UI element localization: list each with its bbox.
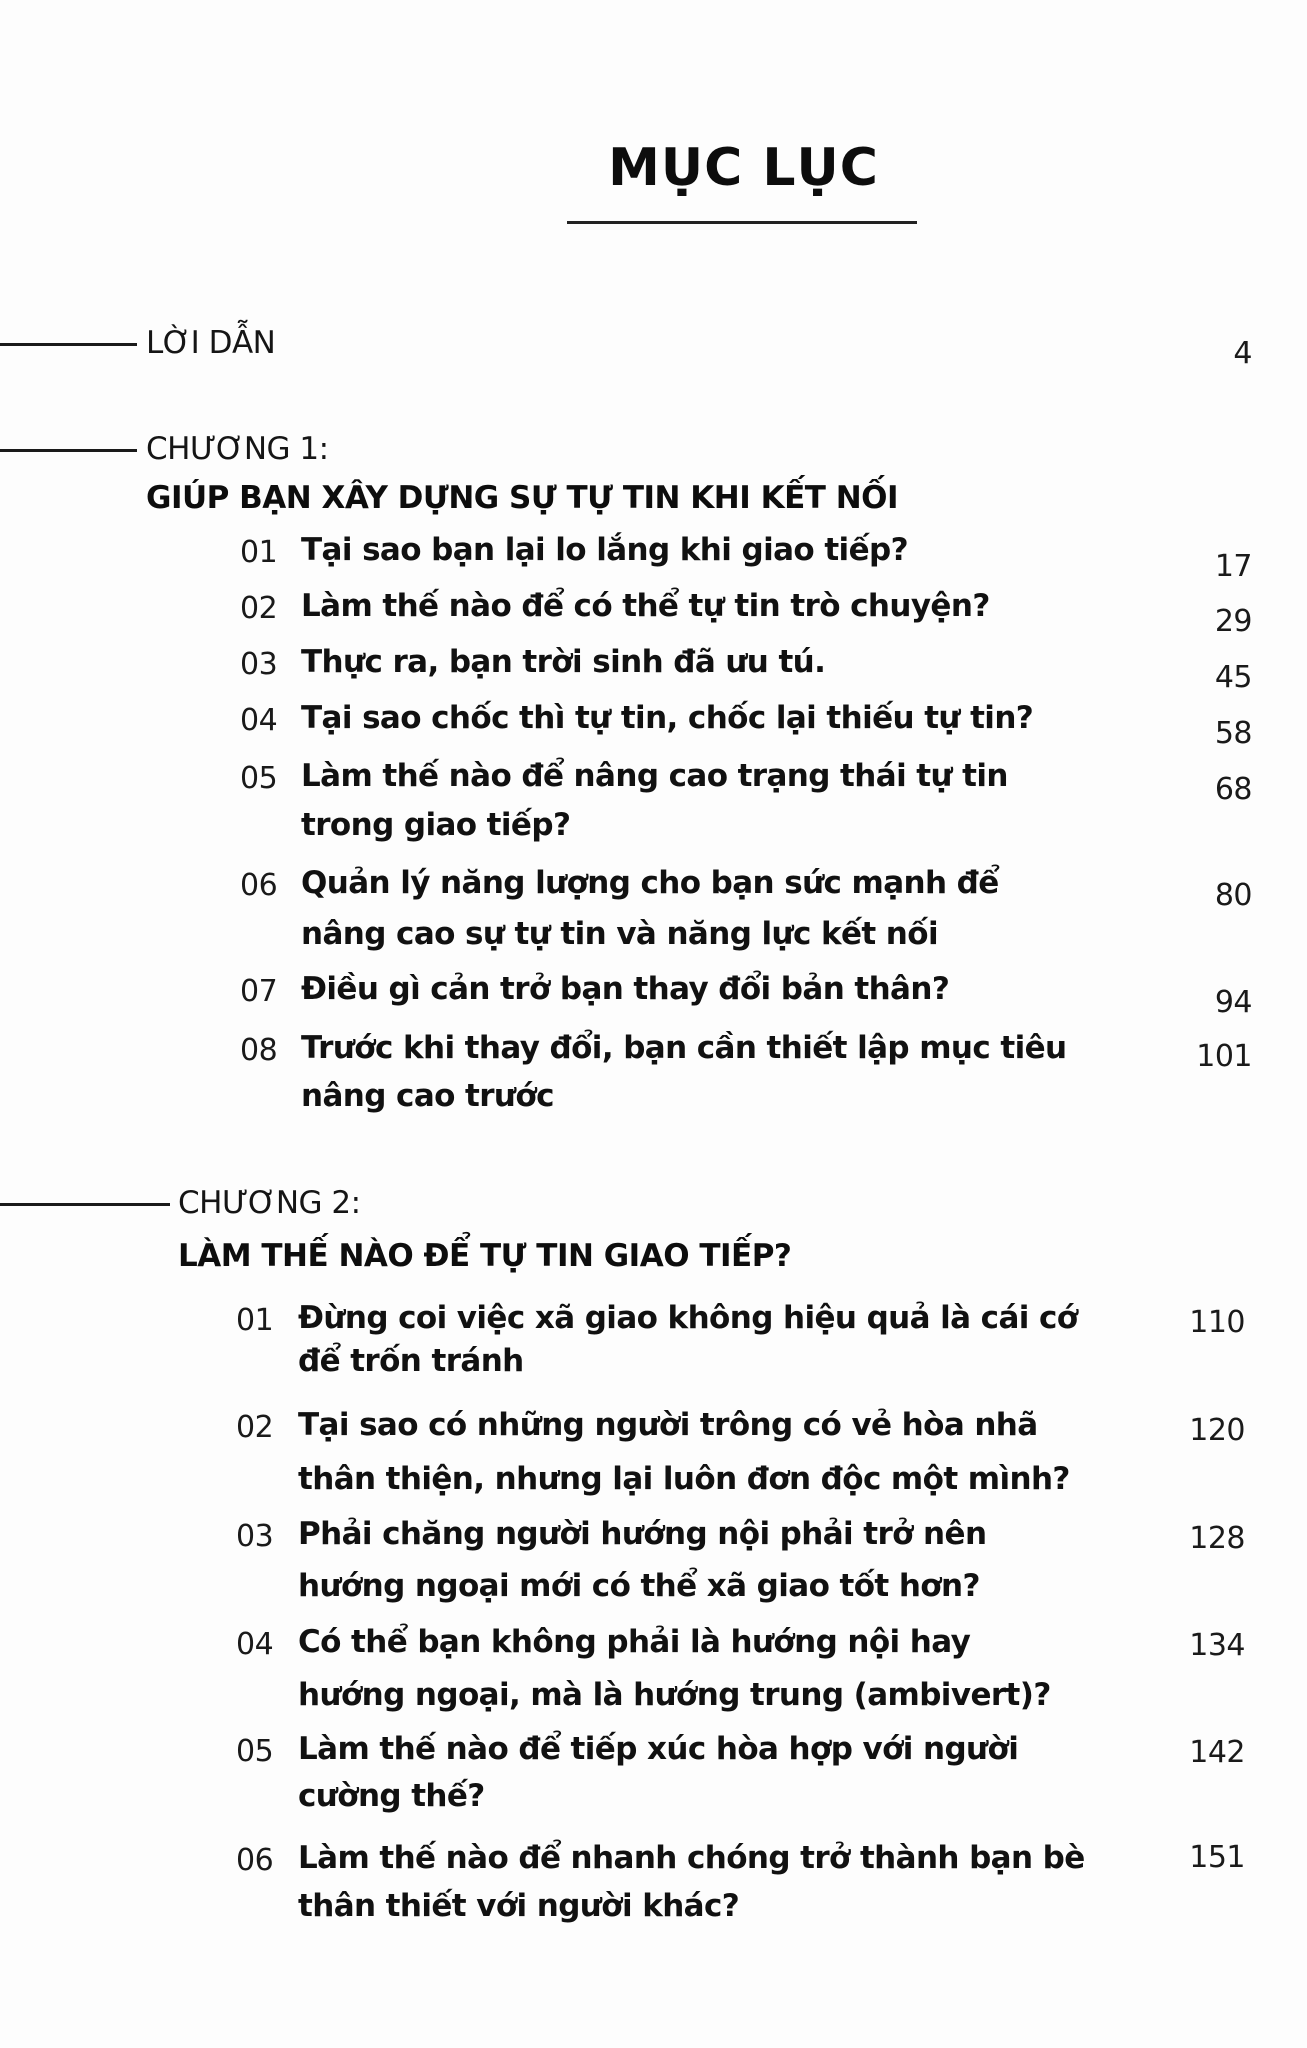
entry-title-continued: để trốn tránh [298,1343,524,1379]
entry-title: Có thể bạn không phải là hướng nội hay [298,1624,971,1660]
entry-page-number: 128 [1189,1521,1245,1556]
entry-title-continued: nâng cao sự tự tin và năng lực kết nối [301,916,938,952]
entry-page-number: 134 [1189,1628,1245,1663]
entry-number: 02 [236,1410,274,1445]
entry-title: Trước khi thay đổi, bạn cần thiết lập mục tiêu [301,1030,1067,1066]
entry-number: 03 [236,1519,274,1554]
entry-title: Tại sao bạn lại lo lắng khi giao tiếp? [301,532,908,568]
chapter-2-rule [0,1203,170,1206]
entry-title: Tại sao có những người trông có vẻ hòa nhã [298,1407,1038,1443]
entry-title-continued: trong giao tiếp? [301,807,571,843]
entry-page-number: 120 [1189,1413,1245,1448]
entry-title-continued: thân thiện, nhưng lại luôn đơn độc một mình? [298,1461,1070,1497]
entry-number: 01 [240,535,278,570]
entry-page-number: 94 [1214,985,1252,1020]
entry-number: 05 [240,761,278,796]
entry-number: 04 [240,703,278,738]
intro-page-number: 4 [1233,336,1252,371]
entry-title: Làm thế nào để có thể tự tin trò chuyện? [301,588,990,624]
entry-title: Phải chăng người hướng nội phải trở nên [298,1516,987,1552]
entry-title: Tại sao chốc thì tự tin, chốc lại thiếu tự tin? [301,700,1034,736]
entry-page-number: 68 [1214,772,1252,807]
intro-label[interactable]: LỜI DẪN [146,325,276,361]
chapter-1-label: CHƯƠNG 1: [146,431,329,467]
title-underline [567,221,917,224]
entry-page-number: 142 [1189,1735,1245,1770]
entry-page-number: 110 [1189,1305,1245,1340]
entry-number: 05 [236,1734,274,1769]
chapter-1-title[interactable]: GIÚP BẠN XÂY DỰNG SỰ TỰ TIN KHI KẾT NỐI [146,480,899,516]
entry-page-number: 17 [1214,549,1252,584]
entry-title-continued: thân thiết với người khác? [298,1888,740,1924]
entry-title: Đừng coi việc xã giao không hiệu quả là cái cớ [298,1300,1078,1336]
chapter-2-title[interactable]: LÀM THẾ NÀO ĐỂ TỰ TIN GIAO TIẾP? [178,1238,792,1274]
entry-title-continued: cường thế? [298,1778,485,1814]
entry-title-continued: hướng ngoại mới có thể xã giao tốt hơn? [298,1568,980,1604]
entry-page-number: 45 [1214,660,1252,695]
entry-number: 02 [240,591,278,626]
entry-title-continued: hướng ngoại, mà là hướng trung (ambivert)? [298,1677,1051,1713]
entry-title-continued: nâng cao trước [301,1078,554,1114]
entry-title: Làm thế nào để nâng cao trạng thái tự tin [301,758,1008,794]
entry-title: Làm thế nào để tiếp xúc hòa hợp với người [298,1731,1019,1767]
entry-title: Quản lý năng lượng cho bạn sức mạnh để [301,865,999,901]
chapter-2-label: CHƯƠNG 2: [178,1185,361,1221]
entry-title: Thực ra, bạn trời sinh đã ưu tú. [301,644,826,680]
entry-number: 04 [236,1627,274,1662]
entry-number: 08 [240,1033,278,1068]
entry-page-number: 80 [1214,878,1252,913]
entry-number: 06 [240,868,278,903]
entry-number: 07 [240,974,278,1009]
chapter-1-rule [0,449,137,452]
entry-number: 06 [236,1843,274,1878]
page-title: MỤC LỤC [608,138,879,198]
entry-page-number: 58 [1214,716,1252,751]
entry-title: Làm thế nào để nhanh chóng trở thành bạn bè [298,1840,1085,1876]
entry-page-number: 151 [1189,1840,1245,1875]
entry-title: Điều gì cản trở bạn thay đổi bản thân? [301,971,950,1007]
intro-rule [0,343,137,346]
entry-number: 01 [236,1303,274,1338]
entry-page-number: 29 [1214,604,1252,639]
entry-number: 03 [240,647,278,682]
entry-page-number: 101 [1196,1039,1252,1074]
